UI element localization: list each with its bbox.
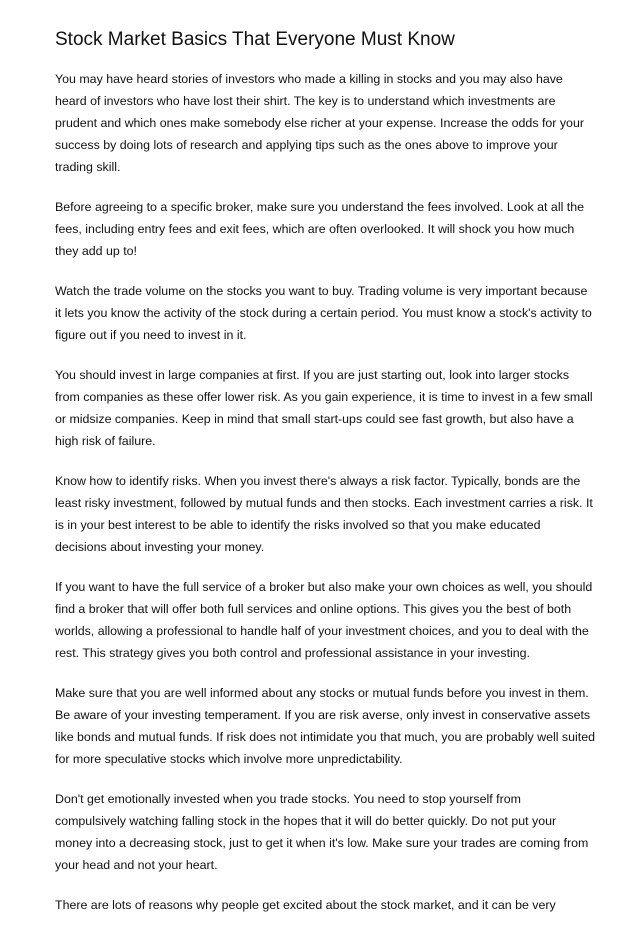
paragraph-2: Before agreeing to a specific broker, make sure you understand the fees involved. Look at all the fees, including entry fees and exit fees, which are often overlooked. It will shock you how much they add up to! bbox=[55, 200, 584, 258]
paragraph-8: Don't get emotionally invested when you trade stocks. You need to stop yourself from compulsively watching falling stock in the hopes that it will do better quickly. Do not put your money into a decreasing stock, just to get it when it's low. Make sure your trades are coming from your head and not your heart. bbox=[55, 792, 589, 872]
paragraph-5: Know how to identify risks. When you invest there's always a risk factor. Typically, bonds are the least risky investment, followed by mutual funds and then stocks. Each investment carries a risk. It is in your best interest to be able to identify the risks involved so that you make educated decisions about investing your money. bbox=[55, 474, 593, 554]
paragraph-9: There are lots of reasons why people get excited about the stock market, and it can be very bbox=[55, 898, 556, 912]
document-title: Stock Market Basics That Everyone Must Know bbox=[55, 29, 455, 50]
paragraph-3: Watch the trade volume on the stocks you want to buy. Trading volume is very important because it lets you know the activity of the stock during a certain period. You must know a stock's activity to figure out if you need to invest in it. bbox=[55, 284, 592, 342]
paragraph-1: You may have heard stories of investors who made a killing in stocks and you may also have heard of investors who have lost their shirt. The key is to understand which investments are prudent and which ones make somebody else richer at your expense. Increase the odds for your success by doing lots of research and applying tips such as the ones above to improve your trading skill. bbox=[55, 72, 584, 174]
paragraph-7: Make sure that you are well informed about any stocks or mutual funds before you invest in them. Be aware of your investing temperament. If you are risk averse, only invest in conservative assets like bonds and mutual funds. If risk does not intimidate you that much, you are probably well suited for more speculative stocks which involve more unpredictability. bbox=[55, 686, 595, 766]
paragraph-6: If you want to have the full service of a broker but also make your own choices as well, you should find a broker that will offer both full services and online options. This gives you the best of both worlds, allowing a professional to handle half of your investment choices, and you to deal with the rest. This strategy gives you both control and professional assistance in your investing. bbox=[55, 580, 593, 660]
document-body bbox=[55, 68, 595, 934]
paragraph-4: You should invest in large companies at first. If you are just starting out, look into larger stocks from companies as these offer lower risk. As you gain experience, it is time to invest in a few small or midsize companies. Keep in mind that small start-ups could see fast growth, but also have a high risk of failure. bbox=[55, 368, 593, 448]
